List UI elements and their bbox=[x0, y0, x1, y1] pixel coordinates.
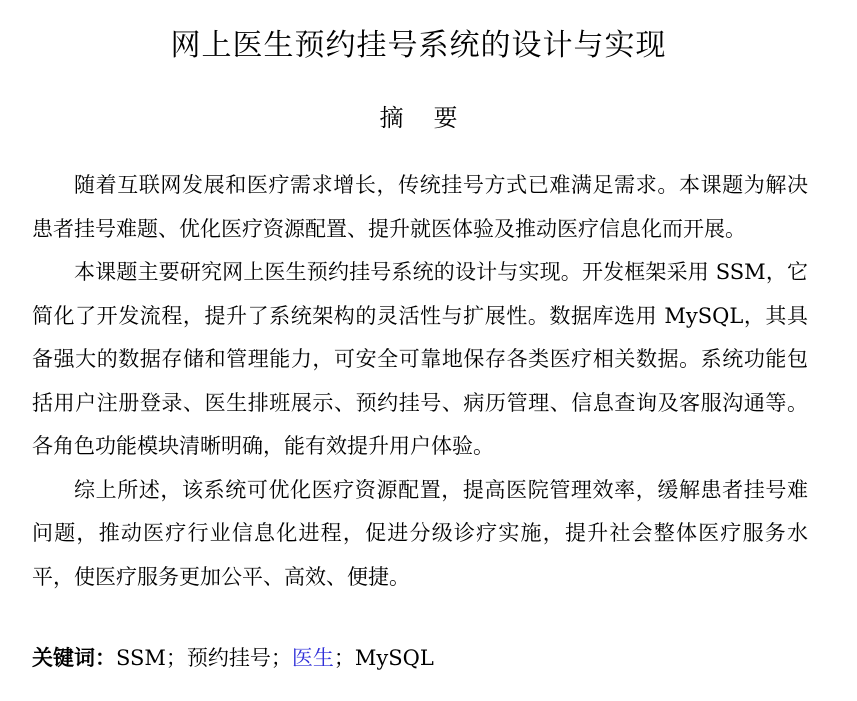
abstract-paragraph-2: 本课题主要研究网上医生预约挂号系统的设计与实现。开发框架采用 SSM，它简化了开发流程，提升了系统架构的灵活性与扩展性。数据库选用 MySQL，其具备强大的数据存储和管理能力，可安全可靠地保存各类医疗相关数据。系统功能包括用户注册登录、医生排班展示、预约挂号、病历管理、信息查询及客服沟通等。各角色功能模块清晰明确，能有效提升用户体验。 bbox=[32, 260, 808, 458]
keyword-separator: ； bbox=[333, 646, 355, 670]
abstract-body bbox=[32, 164, 808, 599]
document-title: 网上医生预约挂号系统的设计与实现 bbox=[170, 28, 667, 63]
keyword-separator: ； bbox=[270, 646, 292, 670]
keyword-item: MySQL bbox=[354, 646, 434, 670]
keyword-separator: ； bbox=[165, 646, 187, 670]
keywords-line bbox=[32, 638, 434, 678]
keywords-label: 关键词： bbox=[32, 646, 116, 670]
keyword-link[interactable]: 医生 bbox=[291, 646, 334, 670]
abstract-paragraph-1: 随着互联网发展和医疗需求增长，传统挂号方式已难满足需求。本课题为解决患者挂号难题、优化医疗资源配置、提升就医体验及推动医疗信息化而开展。 bbox=[32, 173, 808, 241]
keyword-item: 预约挂号 bbox=[186, 646, 271, 670]
abstract-paragraph-3: 综上所述，该系统可优化医疗资源配置，提高医院管理效率，缓解患者挂号难问题，推动医疗行业信息化进程，促进分级诊疗实施，提升社会整体医疗服务水平，使医疗服务更加公平、高效、便捷。 bbox=[32, 477, 808, 589]
keyword-item: SSM bbox=[116, 646, 166, 670]
abstract-heading: 摘要 bbox=[379, 104, 488, 132]
